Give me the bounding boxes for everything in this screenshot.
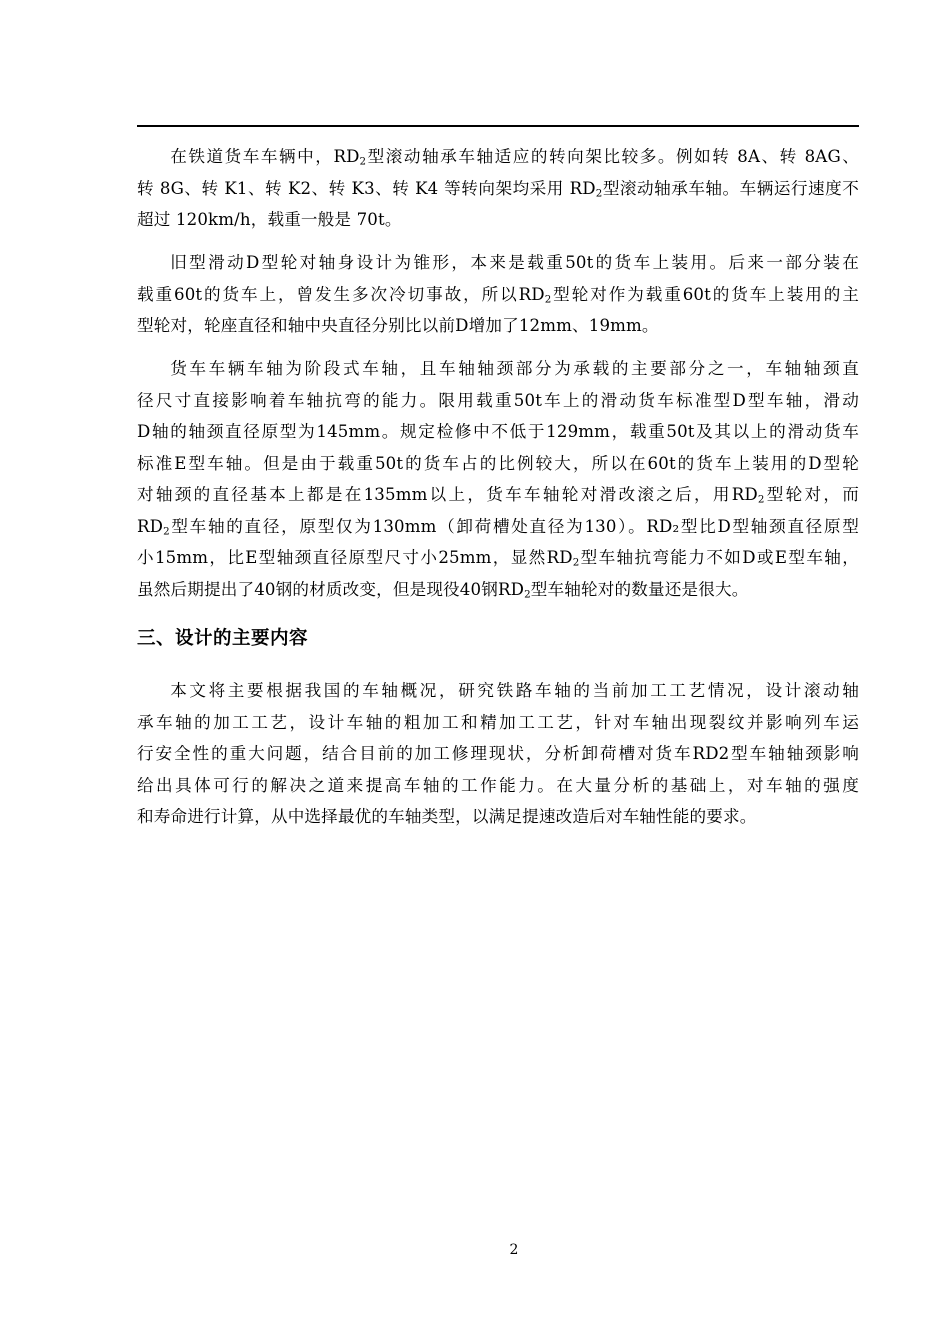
header-rule — [137, 125, 859, 127]
paragraph-axle-journal — [137, 353, 859, 605]
text-run: 载重60t的货车上，曾发生多次冷切事故，所以RD — [137, 284, 545, 304]
text-run: 和寿命进行计算，从中选择最优的车轴类型，以满足提速改造后对车轴性能的要求。 — [137, 807, 757, 826]
text-run: 旧型滑动D型轮对轴身设计为锥形，本来是载重50t的货车上装用。后来一部分装在 — [170, 253, 859, 272]
text-line — [137, 770, 859, 802]
text-line — [137, 173, 859, 205]
text-line — [137, 511, 859, 543]
text-run: 承车轴的加工工艺，设计车轴的粗加工和精加工工艺，针对车轴出现裂纹并影响列车运 — [137, 712, 859, 732]
text-run: 本文将主要根据我国的车轴概况，研究铁路车轴的当前加工工艺情况，设计滚动轴 — [170, 681, 859, 700]
text-line — [137, 448, 859, 480]
text-line — [137, 310, 859, 342]
text-run: 型车轴抗弯能力不如D或E型车轴， — [579, 548, 859, 567]
text-line — [137, 675, 859, 707]
text-run: 对轴颈的直径基本上都是在135mm以上，货车车轴轮对滑改滚之后，用RD — [137, 485, 758, 504]
text-line — [137, 416, 859, 448]
text-run: 型轮对作为载重60t的货车上装用的主 — [551, 284, 860, 304]
subscript: 2 — [572, 556, 580, 569]
text-run: 在铁道货车车辆中，RD — [170, 147, 360, 166]
text-line — [137, 542, 859, 574]
text-run: 给出具体可行的解决之道来提高车轴的工作能力。在大量分析的基础上，对车轴的强度 — [137, 775, 859, 795]
text-run: 转 8G、转 K1、转 K2、转 K3、转 K4 等转向架均采用 RD — [137, 178, 596, 198]
text-run: RD — [137, 516, 164, 536]
text-run: 货车车辆车轴为阶段式车轴，且车轴轴颈部分为承载的主要部分之一，车轴轴颈直 — [170, 359, 859, 378]
subscript: 2 — [595, 187, 603, 200]
text-run: 型轮对，轮座直径和轴中央直径分别比以前D增加了12mm、19mm。 — [137, 316, 659, 335]
text-line — [137, 707, 859, 739]
paragraph-rd2-bogies — [137, 141, 859, 236]
text-line — [137, 385, 859, 417]
subscript: 2 — [757, 493, 765, 506]
section-heading: 三、设计的主要内容 — [137, 628, 309, 649]
text-line — [137, 353, 859, 385]
text-line — [137, 204, 859, 236]
text-run: 型车轴轮对的数量还是很大。 — [530, 579, 749, 599]
text-line — [137, 479, 859, 511]
paragraph-d-type-wheelset — [137, 247, 859, 342]
text-line — [137, 801, 859, 833]
text-run: 型轮对，而 — [764, 485, 859, 504]
text-run: 型车轴的直径，原型仅为130mm（卸荷槽处直径为130）。RD₂型比D型轴颈直径原型 — [169, 516, 859, 536]
text-run: 型滚动轴承车轴。车辆运行速度不 — [602, 178, 859, 198]
subscript: 2 — [359, 155, 367, 168]
text-line — [137, 247, 859, 279]
text-run: 型滚动轴承车轴适应的转向架比较多。例如转 8A、转 8AG、 — [366, 147, 859, 166]
text-run: 行安全性的重大问题，结合目前的加工修理现状，分析卸荷槽对货车RD2型车轴轴颈影响 — [137, 744, 859, 763]
text-run: 超过 120km/h，载重一般是 70t。 — [137, 210, 402, 229]
text-run: 径尺寸直接影响着车轴抗弯的能力。限用载重50t车上的滑动货车标准型D型车轴，滑动 — [137, 390, 859, 410]
text-run: D轴的轴颈直径原型为145mm。规定检修中不低于129mm，载重50t及其以上的滑动货车 — [137, 422, 859, 441]
text-run: 小15mm，比E型轴颈直径原型尺寸小25mm，显然RD — [137, 548, 573, 567]
subscript: 2 — [524, 588, 531, 601]
text-run: 虽然后期提出了40钢的材质改变，但是现役40钢RD — [137, 579, 525, 599]
text-line — [137, 279, 859, 311]
subscript: 2 — [163, 525, 170, 538]
page-number: 2 — [509, 1242, 519, 1258]
paragraph-design-content — [137, 675, 859, 833]
text-run: 标准E型车轴。但是由于载重50t的货车占的比例较大，所以在60t的货车上装用的D型轮 — [137, 453, 859, 473]
text-line — [137, 574, 859, 606]
text-line — [137, 141, 859, 173]
subscript: 2 — [544, 293, 552, 306]
text-line — [137, 738, 859, 770]
